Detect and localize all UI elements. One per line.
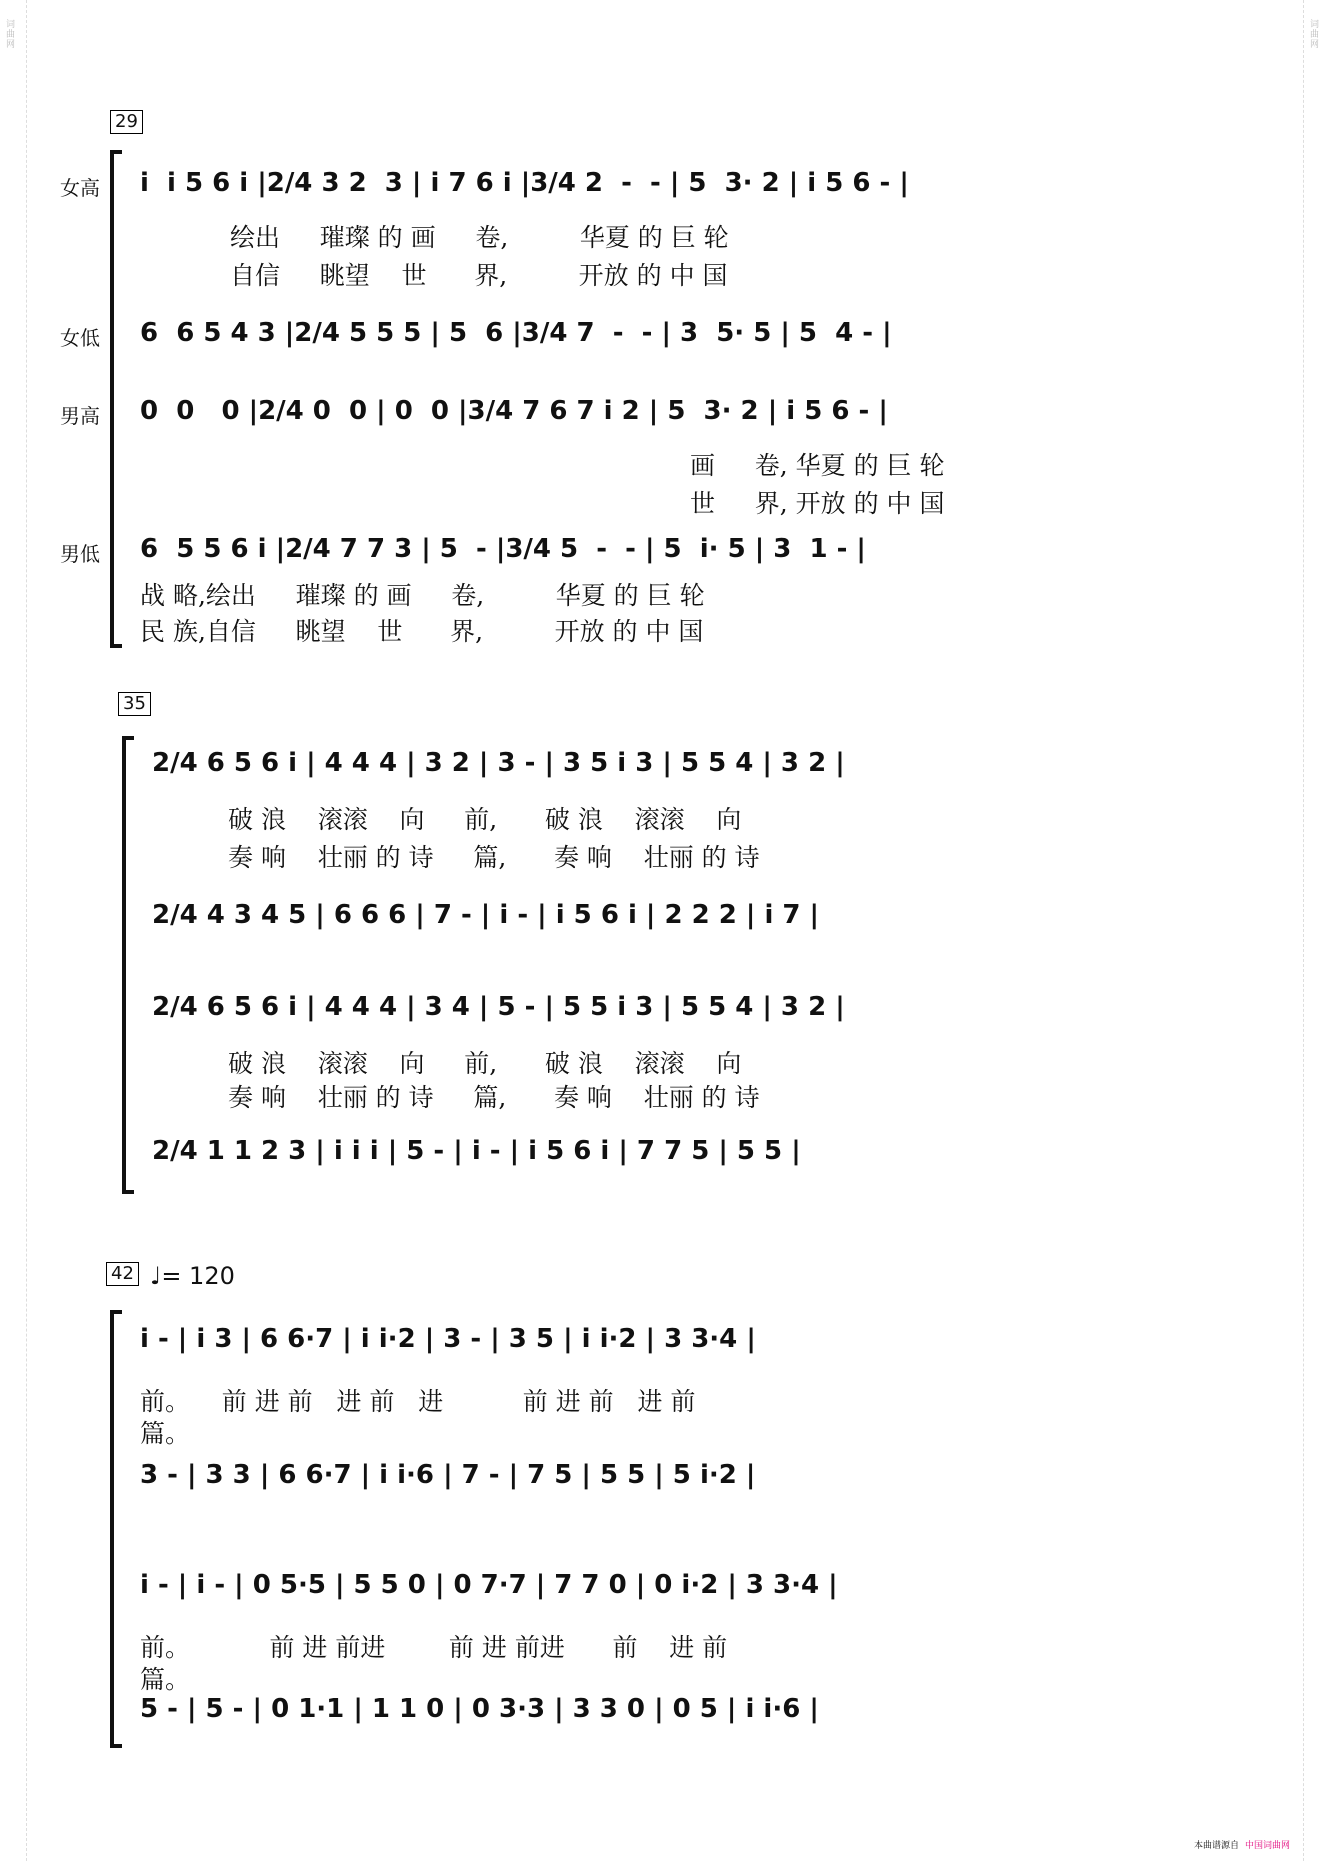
lyric-line: 前。 前 进 前进 前 进 前进 前 进 前 [140, 1633, 728, 1662]
notation-line: 3 - | 3 3 | 6 6·7 | i i·6 | 7 - | 7 5 | 5 5 | 5 i·2 | [140, 1460, 756, 1490]
lyric-line: 民 族,自信 眺望 世 界, 开放 的 中 国 [140, 617, 704, 646]
notation-line: 2/4 6 5 6 i | 4 4 4 | 3 2 | 3 - | 3 5 i 3 | 5 5 4 | 3 2 | [152, 748, 845, 778]
lyric-line: 破 浪 滚滚 向 前, 破 浪 滚滚 向 [228, 1049, 742, 1078]
notation-line: i - | i 3 | 6 6·7 | i i·2 | 3 - | 3 5 | i i·2 | 3 3·4 | [140, 1324, 756, 1354]
left-margin-strip [0, 0, 27, 1861]
watermark-left: 词曲网 [6, 20, 16, 50]
lyric-line: 战 略,绘出 璀璨 的 画 卷, 华夏 的 巨 轮 [140, 581, 705, 610]
measure-number: 42 [106, 1262, 139, 1286]
notation-line: 5 - | 5 - | 0 1·1 | 1 1 0 | 0 3·3 | 3 3 0 | 0 5 | i i·6 | [140, 1694, 819, 1724]
part-name: 女高 [60, 176, 100, 200]
measure-number: 35 [118, 692, 151, 716]
footer-source: 本曲谱源自 [1193, 1841, 1239, 1851]
lyric-line: 奏 响 壮丽 的 诗 篇, 奏 响 壮丽 的 诗 [228, 843, 760, 872]
lyric-line: 奏 响 壮丽 的 诗 篇, 奏 响 壮丽 的 诗 [228, 1083, 760, 1112]
part-name: 男低 [60, 542, 100, 566]
measure-number: 29 [110, 110, 143, 134]
system-bracket [122, 736, 134, 1194]
tempo-marking: ♩= 120 [150, 1262, 235, 1290]
notation-line: 2/4 6 5 6 i | 4 4 4 | 3 4 | 5 - | 5 5 i 3 | 5 5 4 | 3 2 | [152, 992, 845, 1022]
notation-line: i i 5 6 i |2/4 3 2 3 | i 7 6 i |3/4 2 - - | 5 3· 2 | i 5 6 - | [140, 168, 909, 198]
lyric-line: 自信 眺望 世 界, 开放 的 中 国 [230, 261, 728, 290]
right-margin-strip [1303, 0, 1330, 1861]
lyric-line: 前。 前 进 前 进 前 进 前 进 前 进 前 [140, 1387, 696, 1416]
notation-line: 6 5 5 6 i |2/4 7 7 3 | 5 - |3/4 5 - - | 5 i· 5 | 3 1 - | [140, 534, 866, 564]
lyric-line: 破 浪 滚滚 向 前, 破 浪 滚滚 向 [228, 805, 742, 834]
system-bracket [110, 1310, 122, 1748]
notation-line: 0 0 0 |2/4 0 0 | 0 0 |3/4 7 6 7 i 2 | 5 3· 2 | i 5 6 - | [140, 396, 888, 426]
footer-brand[interactable]: 中国词曲网 [1244, 1841, 1290, 1851]
lyric-line: 世 界, 开放 的 中 国 [690, 489, 945, 518]
watermark-right: 词曲网 [1310, 20, 1320, 50]
system-bracket [110, 150, 122, 648]
footer-credit [1194, 1838, 1290, 1851]
notation-line: i - | i - | 0 5·5 | 5 5 0 | 0 7·7 | 7 7 0 | 0 i·2 | 3 3·4 | [140, 1570, 838, 1600]
lyric-line: 绘出 璀璨 的 画 卷, 华夏 的 巨 轮 [230, 223, 729, 252]
notation-line: 6 6 5 4 3 |2/4 5 5 5 | 5 6 |3/4 7 - - | 3 5· 5 | 5 4 - | [140, 318, 892, 348]
lyric-line: 画 卷, 华夏 的 巨 轮 [690, 451, 945, 480]
lyric-line: 篇。 [140, 1419, 191, 1448]
part-name: 女低 [60, 326, 100, 350]
lyric-line: 篇。 [140, 1665, 191, 1694]
notation-line: 2/4 1 1 2 3 | i i i | 5 - | i - | i 5 6 i | 7 7 5 | 5 5 | [152, 1136, 801, 1166]
notation-line: 2/4 4 3 4 5 | 6 6 6 | 7 - | i - | i 5 6 i | 2 2 2 | i 7 | [152, 900, 820, 930]
part-name: 男高 [60, 404, 100, 428]
